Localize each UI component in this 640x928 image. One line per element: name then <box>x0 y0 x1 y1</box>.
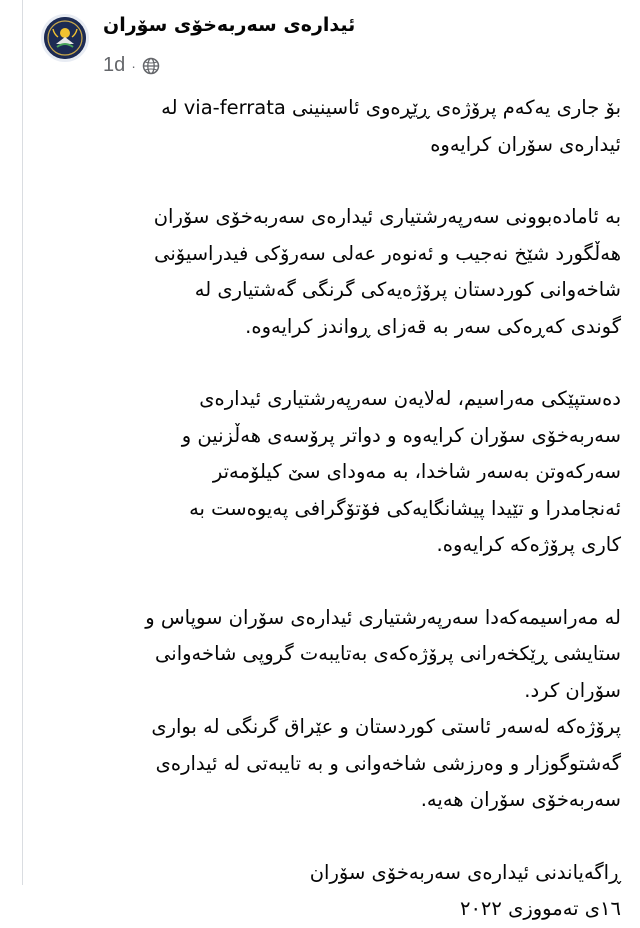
post-text-line: سەربەخۆی سۆران هەیە. <box>420 788 621 811</box>
post-paragraph <box>81 381 621 564</box>
post-text-line: ئەنجامدرا و تێیدا پیشانگایەکی فۆتۆگرافی پەیوەست بە <box>189 496 621 520</box>
post-text-line: شاخەوانی کوردستان پرۆژەیەکی گرنگی گەشتیاری لە <box>194 278 621 301</box>
post-text-line: بۆ جاری یەکەم پرۆژەی ڕێڕەوی ئاسینینی via-ferrata له <box>161 96 621 119</box>
post-text-line: سەرکەوتن بەسەر شاخدا، بە مەودای سێ کیلۆمەتر <box>212 460 621 483</box>
emblem-icon <box>44 17 86 59</box>
post-meta <box>103 54 160 77</box>
post-text-line: سەربەخۆی سۆران کرایەوە و دواتر پرۆسەی هەڵزنین و <box>181 423 621 447</box>
post-text-line: ڕاگەیاندنی ئیدارەی سەربەخۆی سۆران <box>309 860 621 884</box>
post-card <box>22 0 640 920</box>
page-name[interactable]: ئیدارەی سەربەخۆی سۆران <box>103 14 356 36</box>
post-paragraph <box>81 90 621 163</box>
post-text-line: سۆران کرد. <box>524 678 621 702</box>
post-time[interactable]: 1d <box>103 54 126 76</box>
post-paragraph <box>81 600 621 819</box>
post-text-line: ١٦ی تەمووزی ٢٠٢٢ <box>459 897 621 920</box>
post-text-line: گەشتوگوزار و وەرزشی شاخەوانی و بە تایبەتی لە ئیدارەی <box>155 751 621 775</box>
post-text-line: ئیدارەی سۆران کرایەوە <box>430 132 621 156</box>
post-text-line: پرۆژەکە لەسەر ئاستی کوردستان و عێراق گرنگی لە بواری <box>151 715 621 738</box>
post-text-line: کاری پرۆژەکە کرایەوە. <box>436 533 621 556</box>
post-text-line: گوندی کەڕەکی سەر بە قەزای ڕواندز کرایەوە. <box>245 314 621 338</box>
meta-separator: · <box>131 57 136 74</box>
post-body <box>81 90 621 928</box>
post-text-line: لە مەراسیمەکەدا سەرپەرشتیاری ئیدارەی سۆران سوپاس و <box>145 605 621 629</box>
post-header <box>23 0 640 90</box>
globe-icon[interactable] <box>142 57 160 75</box>
post-text-line: ستایشی ڕێکخەرانی پرۆژەکەی بەتایبەت گروپی شاخەوانی <box>155 642 621 665</box>
post-paragraph <box>81 855 621 928</box>
post-text-line: هەڵگورد شێخ نەجیب و ئەنوەر عەلی سەرۆکی فیدراسیۆنی <box>154 241 621 265</box>
post-text-line: دەستپێکی مەراسیم، لەلایەن سەرپەرشتیاری ئیدارەی <box>199 387 621 410</box>
page-avatar[interactable] <box>41 14 89 62</box>
post-paragraph <box>81 199 621 345</box>
post-text-line: بە ئامادەبوونی سەرپەرشتیاری ئیدارەی سەربەخۆی سۆران <box>153 205 621 228</box>
